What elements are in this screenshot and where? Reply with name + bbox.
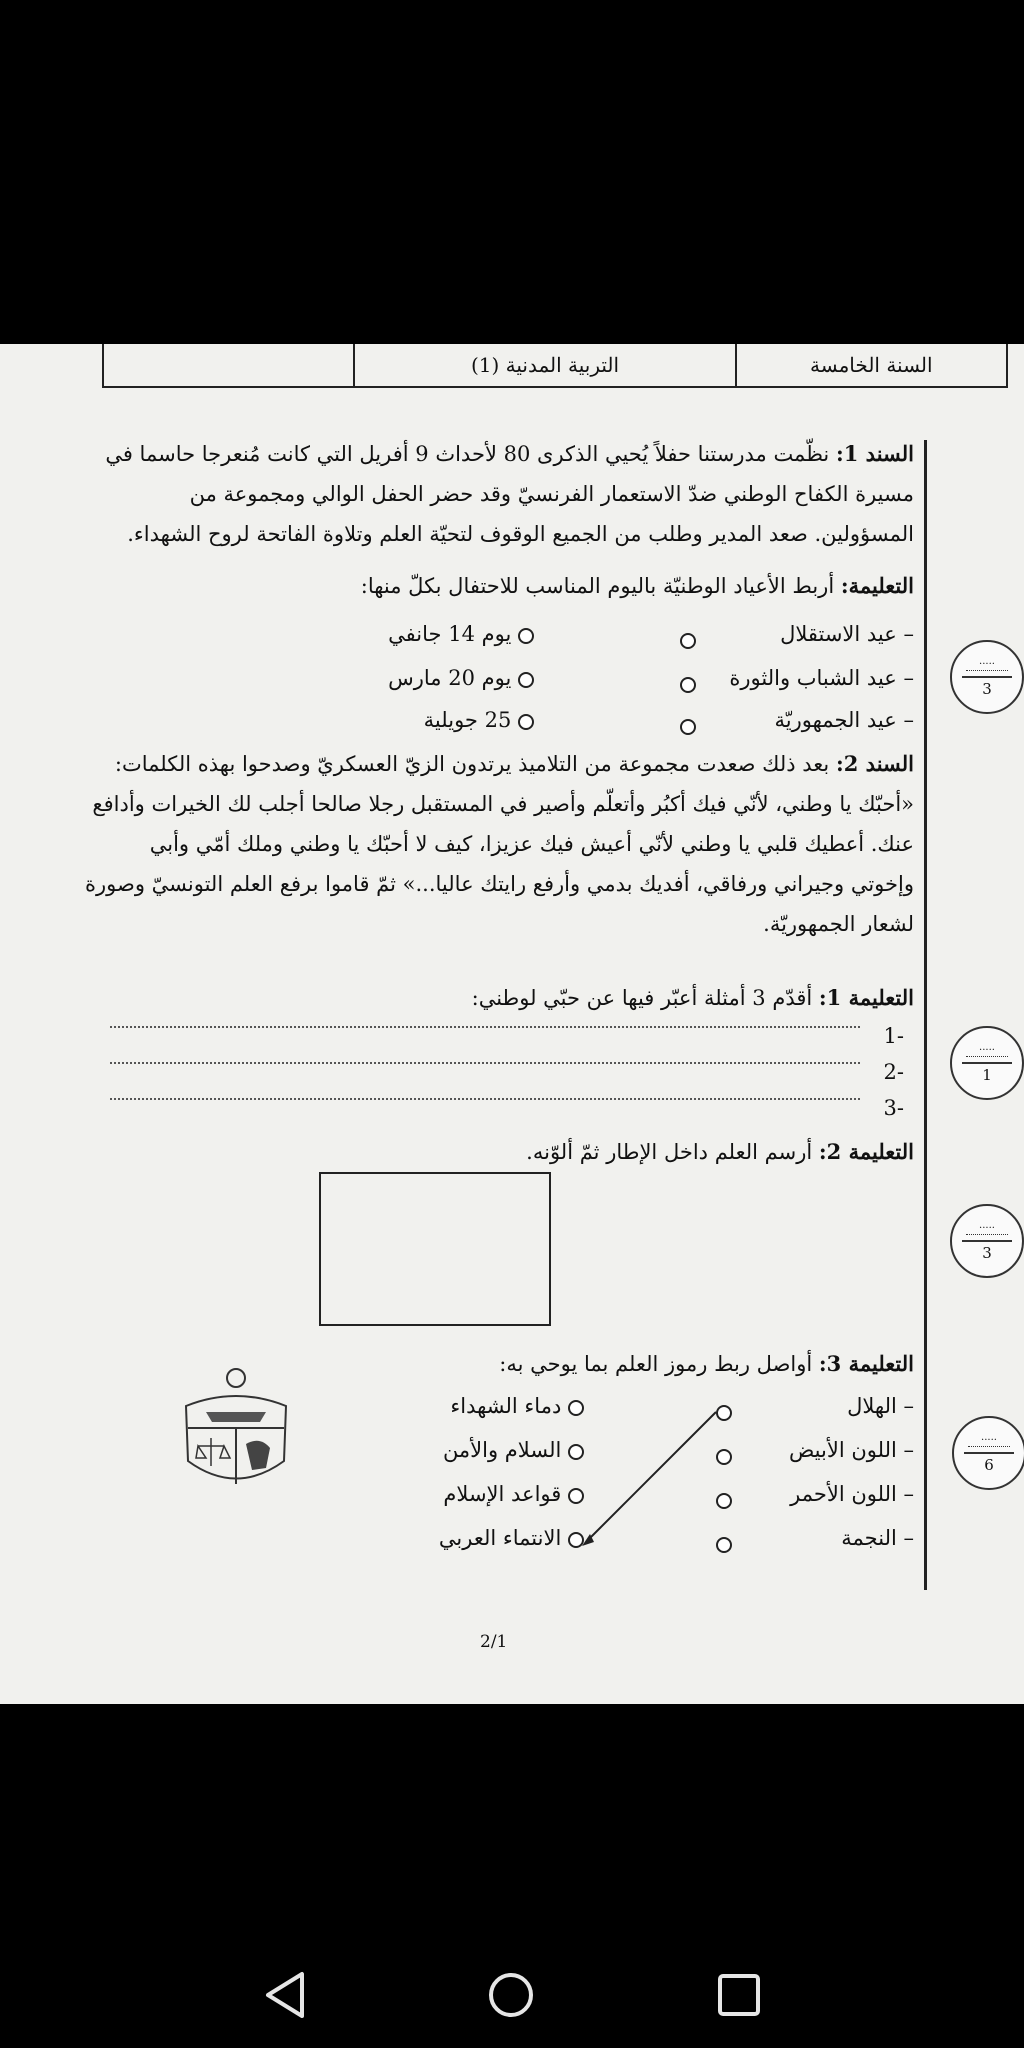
task3-label: التعليمة 3: bbox=[818, 1351, 914, 1376]
section1-label: السند 1: bbox=[835, 441, 914, 466]
meaning-1: دماء الشهداء bbox=[450, 1394, 584, 1418]
symbol-2: – اللون الأبيض bbox=[788, 1438, 914, 1462]
score-circle-2 bbox=[950, 1026, 1024, 1100]
header-subject: التربية المدنية (1) bbox=[353, 344, 734, 386]
holiday-1: – عيد الاستقلال bbox=[780, 622, 914, 646]
holiday-2: – عيد الشباب والثورة bbox=[729, 666, 914, 690]
score-4-total: 6 bbox=[984, 1456, 994, 1474]
section2-body: بعد ذلك صعدت مجموعة من التلاميذ يرتدون الزيّ العسكريّ وصدحوا بهذه الكلمات: «أحبّك يا وطني، لأنّي فيك أكبُر وأتعلّم وأصير في المستقبل رجلا صالحا أجلب لك الخيرات وأدافع عنك. أعطيك قلبي يا وطني لأنّي أعيش فيك عزيزا، كيف لا أحبّك يا وطني وملك أمّي وأبي وإخوتي وجيراني ورفاقي، أفديك بدمي وأرفع رايتك عاليا...» ثمّ قاموا برفع العلم التونسيّ وصورة لشعار الجمهوريّة. bbox=[85, 752, 914, 936]
symbol-1: – الهلال bbox=[847, 1394, 914, 1418]
task3-text: أواصل ربط رموز العلم بما يوحي به: bbox=[499, 1352, 813, 1376]
date-3: 25 جويلية bbox=[424, 708, 534, 732]
exam-page bbox=[0, 344, 1024, 1704]
answer-line-2-label: -2 bbox=[883, 1060, 904, 1084]
section1-body: نظّمت مدرستنا حفلاً يُحيي الذكرى 80 لأحداث 9 أفريل التي كانت مُنعرجا حاسما في مسيرة الكفاح الوطني ضدّ الاستعمار الفرنسيّ وقد حضر الحفل الوالي ومجموعة من المسؤولين. صعد المدير وطلب من الجميع الوقوف لتحيّة العلم وتلاوة الفاتحة لروح الشهداء. bbox=[105, 442, 914, 546]
score-circle-1 bbox=[950, 640, 1024, 714]
page-number: 2/1 bbox=[480, 1632, 508, 1652]
meaning-4: الانتماء العربي bbox=[439, 1526, 584, 1550]
back-icon[interactable] bbox=[262, 1970, 308, 2020]
score-1-total: 3 bbox=[982, 680, 992, 698]
score-circle-4 bbox=[952, 1416, 1024, 1490]
score-2-total: 1 bbox=[982, 1066, 992, 1084]
answer-line-1-label: -1 bbox=[883, 1024, 904, 1048]
answer-line-3-label: -3 bbox=[883, 1096, 904, 1120]
score-1-blank: ..... bbox=[966, 656, 1008, 671]
example-link-arrow bbox=[0, 344, 1024, 1704]
header-year: السنة الخامسة bbox=[735, 344, 1006, 386]
date-1: يوم 14 جانفي bbox=[388, 622, 534, 646]
section2-label: السند 2: bbox=[835, 751, 914, 776]
recents-icon[interactable] bbox=[716, 1970, 762, 2020]
score-4-blank: ..... bbox=[968, 1432, 1010, 1447]
task2-label: التعليمة 2: bbox=[818, 1139, 914, 1164]
task2-text: أرسم العلم داخل الإطار ثمّ ألوّنه. bbox=[526, 1140, 813, 1164]
coat-of-arms-icon bbox=[176, 1366, 296, 1496]
section1-task-label: التعليمة: bbox=[840, 573, 914, 598]
symbol-3: – اللون الأحمر bbox=[790, 1482, 914, 1506]
task1-text: أقدّم 3 أمثلة أعبّر فيها عن حبّي لوطني: bbox=[471, 986, 813, 1010]
symbol-4: – النجمة bbox=[841, 1526, 914, 1550]
task1-label: التعليمة 1: bbox=[818, 985, 914, 1010]
section1-task-text: أربط الأعياد الوطنيّة باليوم المناسب للاحتفال بكلّ منها: bbox=[360, 574, 835, 598]
meaning-3: قواعد الإسلام bbox=[443, 1482, 584, 1506]
score-3-blank: ..... bbox=[966, 1220, 1008, 1235]
date-2: يوم 20 مارس bbox=[388, 666, 534, 690]
holiday-3: – عيد الجمهوريّة bbox=[774, 708, 914, 732]
home-icon[interactable] bbox=[486, 1970, 536, 2020]
score-3-total: 3 bbox=[982, 1244, 992, 1262]
meaning-2: السلام والأمن bbox=[443, 1438, 584, 1462]
score-2-blank: ..... bbox=[966, 1042, 1008, 1057]
score-circle-3 bbox=[950, 1204, 1024, 1278]
